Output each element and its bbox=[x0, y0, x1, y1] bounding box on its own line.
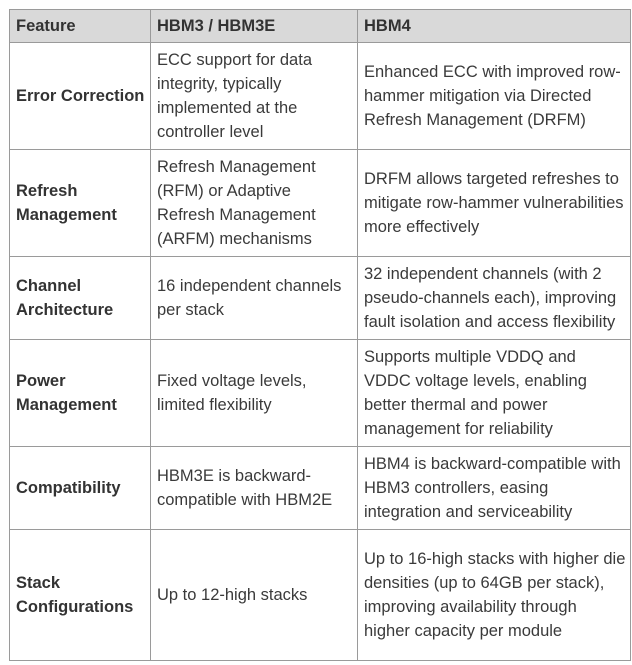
table-body bbox=[10, 43, 631, 661]
feature-cell: Compatibility bbox=[10, 447, 151, 530]
table-row-error-correction bbox=[10, 43, 631, 150]
header-feature: Feature bbox=[10, 10, 151, 43]
header-row bbox=[10, 10, 631, 43]
header-hbm4: HBM4 bbox=[358, 10, 631, 43]
hbm4-cell: HBM4 is backward-compatible with HBM3 controllers, easing integration and serviceability bbox=[358, 447, 631, 530]
hbm4-cell: Enhanced ECC with improved row-hammer mitigation via Directed Refresh Management (DRFM) bbox=[358, 43, 631, 150]
header-hbm3: HBM3 / HBM3E bbox=[151, 10, 358, 43]
hbm3-cell: ECC support for data integrity, typically implemented at the controller level bbox=[151, 43, 358, 150]
hbm4-cell: DRFM allows targeted refreshes to mitigate row-hammer vulnerabilities more effectively bbox=[358, 150, 631, 257]
hbm4-cell: Supports multiple VDDQ and VDDC voltage levels, enabling better thermal and power management for reliability bbox=[358, 340, 631, 447]
table-row-compatibility bbox=[10, 447, 631, 530]
table-row-stack-configurations bbox=[10, 530, 631, 661]
table-row-refresh-management bbox=[10, 150, 631, 257]
feature-cell: Error Correction bbox=[10, 43, 151, 150]
hbm3-cell: HBM3E is backward-compatible with HBM2E bbox=[151, 447, 358, 530]
feature-cell: Refresh Management bbox=[10, 150, 151, 257]
table-header bbox=[10, 10, 631, 43]
hbm3-cell: Refresh Management (RFM) or Adaptive Refresh Management (ARFM) mechanisms bbox=[151, 150, 358, 257]
feature-cell: Power Management bbox=[10, 340, 151, 447]
hbm4-cell: Up to 16-high stacks with higher die densities (up to 64GB per stack), improving availability through higher capacity per module bbox=[358, 530, 631, 661]
comparison-table bbox=[9, 9, 631, 661]
feature-cell: Channel Architecture bbox=[10, 257, 151, 340]
table-row-power-management bbox=[10, 340, 631, 447]
table-row-channel-architecture bbox=[10, 257, 631, 340]
hbm3-cell: Up to 12-high stacks bbox=[151, 530, 358, 661]
hbm3-cell: Fixed voltage levels, limited flexibility bbox=[151, 340, 358, 447]
hbm4-cell: 32 independent channels (with 2 pseudo-channels each), improving fault isolation and access flexibility bbox=[358, 257, 631, 340]
feature-cell: Stack Configurations bbox=[10, 530, 151, 661]
hbm3-cell: 16 independent channels per stack bbox=[151, 257, 358, 340]
